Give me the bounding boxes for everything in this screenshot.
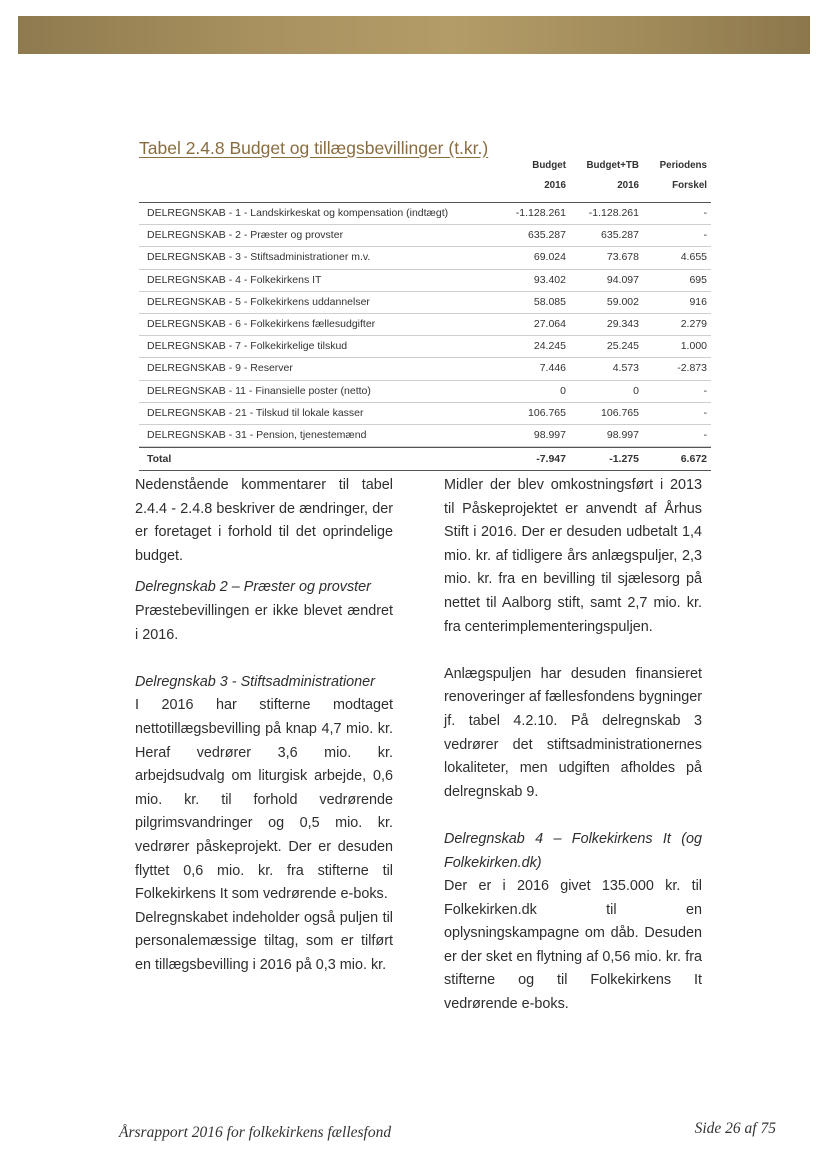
cell-diff: -2.873 — [677, 362, 707, 375]
paragraph-paaskeprojekt: Midler der blev omkostningsført i 2013 til Påskeprojektet er anvendt af Århus Stift i 2016. Der er desuden udbetalt 1,4 mio. kr. af tidligere års anlægspuljer, 2,3 mio. kr. fra en bevilling til sjælesorg på nettet til Aalborg stift, samt 2,7 mio. kr. fra centerimplementeringspuljen. — [444, 477, 702, 635]
total-budget-tb: -1.275 — [609, 453, 639, 466]
table-row — [139, 403, 711, 425]
row-label: DELREGNSKAB - 5 - Folkekirkens uddannelser — [147, 295, 370, 308]
cell-budget: 24.245 — [533, 340, 566, 353]
cell-budget: 58.085 — [533, 295, 566, 308]
cell-budget: 69.024 — [533, 251, 566, 264]
heading-delregnskab-2: Delregnskab 2 – Præster og provster — [135, 579, 371, 596]
cell-budget-tb: -1.128.261 — [588, 207, 639, 219]
total-label: Total — [147, 453, 172, 466]
footer-report-title: Årsrapport 2016 for folkekirkens fællesfond — [119, 1124, 392, 1141]
row-label: DELREGNSKAB - 21 - Tilskud til lokale kasser — [147, 406, 364, 419]
paragraph-anlaegspulje: Anlægspuljen har desuden finansieret renoveringer af fællesfondens bygninger jf. tabel 4.2.10. På delregnskab 3 vedrører det stiftsadministrationernes lokaliteter, men udgiften afholdes på delregnskab 9. — [444, 665, 702, 800]
table-row — [139, 292, 711, 314]
cell-diff: 695 — [689, 273, 707, 286]
table-row — [139, 425, 711, 447]
row-label: DELREGNSKAB - 3 - Stiftsadministrationer m.v. — [147, 251, 371, 264]
row-label: DELREGNSKAB - 31 - Pension, tjenestemænd — [147, 428, 367, 441]
cell-budget-tb: 94.097 — [606, 273, 639, 286]
cell-diff: 916 — [689, 295, 707, 308]
cell-budget-tb: 29.343 — [606, 317, 639, 330]
row-label: DELREGNSKAB - 2 - Præster og provster — [147, 229, 344, 242]
intro-paragraph: Nedenstående kommentarer til tabel 2.4.4 - 2.4.8 beskriver de ændringer, der er foretaget i forhold til det oprindelige budget. — [135, 477, 393, 564]
cell-budget-tb: 73.678 — [606, 251, 639, 264]
footer-page-number: Side 26 af 75 — [694, 1120, 776, 1137]
cell-diff: - — [703, 428, 707, 441]
cell-budget: 93.402 — [533, 273, 566, 286]
table-header-row-2 — [139, 180, 711, 200]
table-row — [139, 247, 711, 269]
row-label: DELREGNSKAB - 6 - Folkekirkens fællesudgifter — [147, 317, 376, 330]
cell-budget: 7.446 — [539, 362, 566, 375]
cell-diff: - — [703, 229, 707, 242]
paragraph-delregnskab-3: I 2016 har stifterne modtaget nettotillægsbevilling på knap 4,7 mio. kr. Heraf vedrører 3,6 mio. kr. arbejdsudvalg om liturgisk arbejde, 0,6 mio. kr. til forhold vedrørende pilgrimsvandringer og 0,5 mio. kr. vedrører påskeprojekt. Der er desuden flyttet 0,6 mio. kr. fra stifterne til Folkekirkens It som vedrørende e-boks. — [135, 697, 393, 903]
budget-table — [139, 160, 711, 471]
cell-budget: 0 — [560, 384, 566, 397]
table-row — [139, 358, 711, 380]
total-budget: -7.947 — [536, 453, 566, 466]
table-total-row — [139, 447, 711, 471]
col-header-budget-tb-year: 2016 — [617, 180, 639, 191]
table-row — [139, 270, 711, 292]
heading-delregnskab-4: Delregnskab 4 – Folkekirkens It (og Folkekirken.dk) — [444, 830, 702, 871]
cell-diff: - — [703, 384, 707, 397]
left-column — [135, 474, 393, 977]
row-label: DELREGNSKAB - 11 - Finansielle poster (netto) — [147, 384, 371, 397]
col-header-budget-year: 2016 — [544, 180, 566, 191]
cell-budget-tb: 98.997 — [606, 428, 639, 441]
table-row — [139, 225, 711, 247]
cell-budget: 27.064 — [533, 317, 566, 330]
table-header-row-1 — [139, 160, 711, 180]
col-header-forskel: Forskel — [672, 180, 707, 191]
cell-diff: 2.279 — [680, 317, 707, 330]
row-label: DELREGNSKAB - 7 - Folkekirkelige tilskud — [147, 340, 348, 353]
cell-budget-tb: 59.002 — [606, 295, 639, 308]
cell-budget-tb: 4.573 — [612, 362, 639, 375]
table-row — [139, 314, 711, 336]
cell-diff: 1.000 — [680, 340, 707, 353]
table-title: Tabel 2.4.8 Budget og tillægsbevillinger (t.kr.) — [139, 138, 489, 158]
cell-diff: - — [703, 207, 707, 219]
table-row — [139, 203, 711, 225]
cell-budget-tb: 635.287 — [601, 229, 639, 242]
right-column — [444, 474, 702, 1017]
row-label: DELREGNSKAB - 9 - Reserver — [147, 362, 293, 375]
col-header-budget-tb: Budget+TB — [586, 160, 639, 171]
paragraph-delregnskab-2: Præstebevillingen er ikke blevet ændret i 2016. — [135, 602, 393, 643]
table-row — [139, 381, 711, 403]
heading-delregnskab-3: Delregnskab 3 - Stiftsadministrationer — [135, 673, 375, 690]
cell-diff: 4.655 — [680, 251, 707, 264]
cell-diff: - — [703, 406, 707, 419]
cell-budget: 635.287 — [528, 229, 566, 242]
col-header-periodens: Periodens — [659, 160, 707, 171]
cell-budget-tb: 0 — [633, 384, 639, 397]
row-label: DELREGNSKAB - 1 - Landskirkeskat og kompensation (indtægt) — [147, 207, 449, 219]
cell-budget-tb: 106.765 — [601, 406, 639, 419]
cell-budget-tb: 25.245 — [606, 340, 639, 353]
col-header-budget: Budget — [532, 160, 566, 171]
cell-budget: 106.765 — [528, 406, 566, 419]
paragraph-personalepulje: Delregnskabet indeholder også puljen til personalemæssige tiltag, som er tilført en tillægsbevilling i 2016 på 0,3 mio. kr. — [135, 909, 393, 973]
table-row — [139, 336, 711, 358]
paragraph-delregnskab-4: Der er i 2016 givet 135.000 kr. til Folkekirken.dk til en oplysningskampagne om dåb. Desuden er der sket en flytning af 0,56 mio. kr. fra stifterne og til Folkekirkens It vedrørende e-boks. — [444, 878, 702, 1013]
cell-budget: -1.128.261 — [515, 207, 566, 219]
table-body — [139, 203, 711, 447]
total-diff: 6.672 — [680, 453, 707, 466]
cell-budget: 98.997 — [533, 428, 566, 441]
row-label: DELREGNSKAB - 4 - Folkekirkens IT — [147, 273, 322, 286]
header-banner — [18, 16, 810, 54]
